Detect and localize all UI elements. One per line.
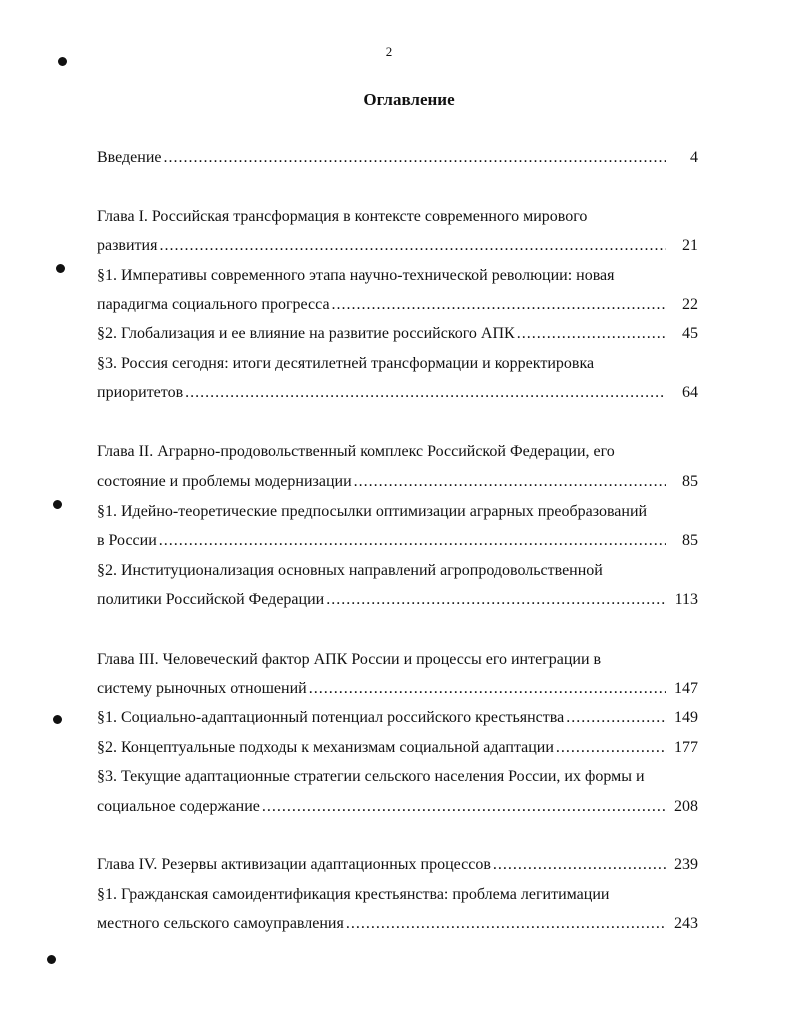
page-title: Оглавление bbox=[363, 90, 455, 109]
toc-entry-label: развития bbox=[97, 237, 158, 254]
toc-entry-chapter-3 bbox=[97, 677, 698, 701]
toc-heading-ch1-s1: §1. Императивы современного этапа научно-технической революции: новая bbox=[97, 267, 615, 284]
toc-entry-ch4-s1 bbox=[97, 912, 698, 936]
binding-hole-mark bbox=[56, 264, 65, 273]
toc-entry-page: 239 bbox=[674, 856, 698, 873]
toc-entry-ch3-s3 bbox=[97, 795, 698, 819]
toc-entry-label: политики Российской Федерации bbox=[97, 591, 325, 608]
toc-entry-chapter-1 bbox=[97, 234, 698, 258]
toc-entry-page: 21 bbox=[682, 237, 698, 254]
toc-entry-page: 45 bbox=[682, 325, 698, 342]
toc-entry-label: Введение bbox=[97, 149, 162, 166]
binding-hole-mark bbox=[58, 57, 67, 66]
toc-entry-label: Глава IV. Резервы активизации адаптационных процессов bbox=[97, 856, 491, 873]
toc-entry-label: парадигма социального прогресса bbox=[97, 296, 330, 313]
toc-entry-ch2-s1 bbox=[97, 529, 698, 553]
toc-entry-page: 149 bbox=[674, 709, 698, 726]
toc-entry-page: 177 bbox=[674, 739, 698, 756]
page-number: 2 bbox=[385, 44, 393, 59]
binding-hole-mark bbox=[53, 715, 62, 724]
toc-entry-page: 113 bbox=[674, 591, 698, 608]
toc-entry-ch1-s2 bbox=[97, 322, 698, 346]
toc-entry-ch1-s1 bbox=[97, 293, 698, 317]
toc-heading-ch2-s2: §2. Институционализация основных направлений агропродовольственной bbox=[97, 562, 603, 579]
toc-heading-ch2-s1: §1. Идейно-теоретические предпосылки оптимизации аграрных преобразований bbox=[97, 503, 648, 520]
toc-heading-ch1-s3: §3. Россия сегодня: итоги десятилетней трансформации и корректировка bbox=[97, 355, 595, 372]
toc-entry-label: местного сельского самоуправления bbox=[97, 915, 344, 932]
toc-entry-page: 4 bbox=[690, 149, 698, 166]
toc-entry-chapter-4 bbox=[97, 853, 698, 877]
toc-entry-label: §2. Глобализация и ее влияние на развитие российского АПК bbox=[97, 325, 515, 342]
toc-entry-page: 147 bbox=[674, 680, 698, 697]
toc-entry-label: социальное содержание bbox=[97, 798, 260, 815]
toc-entry-chapter-2 bbox=[97, 470, 698, 494]
toc-entry-introduction bbox=[97, 146, 698, 170]
binding-hole-mark bbox=[47, 955, 56, 964]
toc-entry-page: 22 bbox=[682, 296, 698, 313]
toc-entry-label: систему рыночных отношений bbox=[97, 680, 307, 697]
toc-entry-label: §2. Концептуальные подходы к механизмам социальной адаптации bbox=[97, 739, 554, 756]
toc-entry-page: 85 bbox=[682, 473, 698, 490]
toc-entry-label: состояние и проблемы модернизации bbox=[97, 473, 352, 490]
toc-heading-chapter-3: Глава III. Человеческий фактор АПК России и процессы его интеграции в bbox=[97, 651, 602, 668]
toc-entry-label: приоритетов bbox=[97, 384, 184, 401]
toc-heading-ch3-s3: §3. Текущие адаптационные стратегии сельского населения России, их формы и bbox=[97, 768, 645, 785]
toc-entry-page: 243 bbox=[674, 915, 698, 932]
binding-hole-mark bbox=[53, 500, 62, 509]
toc-entry-ch2-s2 bbox=[97, 588, 698, 612]
toc-entry-ch1-s3 bbox=[97, 381, 698, 405]
toc-heading-ch4-s1: §1. Гражданская самоидентификация крестьянства: проблема легитимации bbox=[97, 886, 610, 903]
toc-entry-label: §1. Социально-адаптационный потенциал российского крестьянства bbox=[97, 709, 565, 726]
toc-heading-chapter-1: Глава I. Российская трансформация в контексте современного мирового bbox=[97, 208, 588, 225]
toc-entry-page: 85 bbox=[682, 532, 698, 549]
toc-entry-page: 64 bbox=[682, 384, 698, 401]
toc-entry-ch3-s1 bbox=[97, 706, 698, 730]
toc-heading-chapter-2: Глава II. Аграрно-продовольственный комплекс Российской Федерации, его bbox=[97, 443, 615, 460]
toc-entry-ch3-s2 bbox=[97, 736, 698, 760]
toc-entry-page: 208 bbox=[674, 798, 698, 815]
toc-entry-label: в России bbox=[97, 532, 157, 549]
